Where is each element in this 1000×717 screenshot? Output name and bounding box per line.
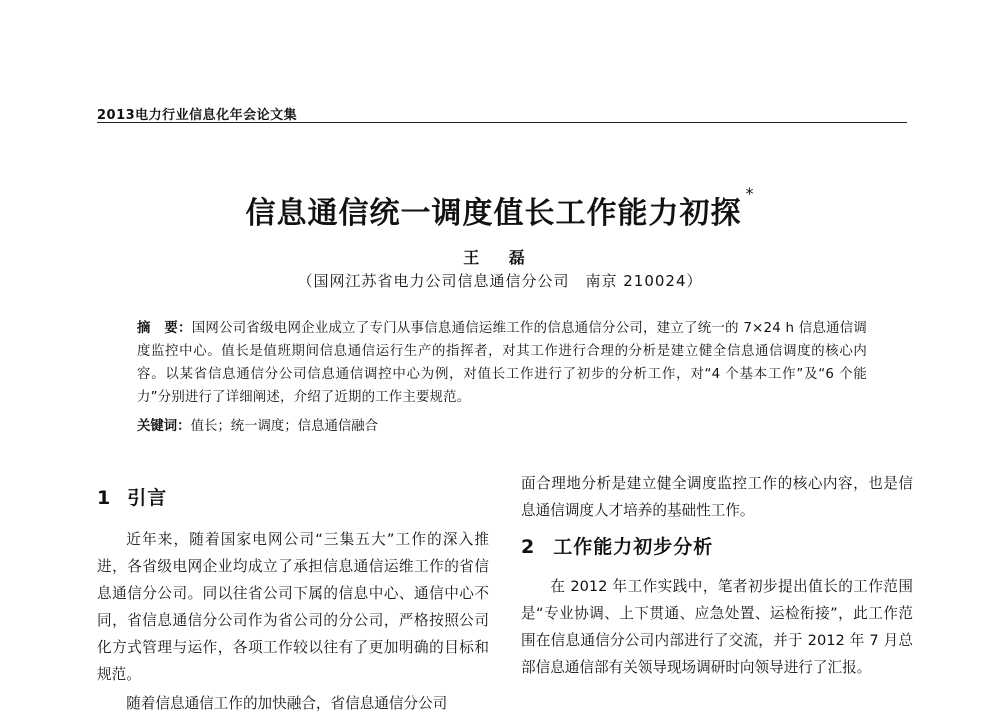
section-title: 工作能力初步分析 (553, 536, 714, 558)
section-heading-introduction (97, 485, 489, 512)
abstract-label: 摘 要： (137, 321, 192, 336)
abstract (137, 317, 867, 409)
right-column (521, 470, 913, 681)
keywords (137, 415, 867, 438)
body-paragraph-continued: 面合理地分析是建立健全调度监控工作的核心内容，也是信息通信调度人才培养的基础性工作。 (521, 475, 913, 519)
author-affiliation: （国网江苏省电力公司信息通信分公司 南京 210024） (297, 272, 703, 290)
section-heading-analysis (521, 534, 913, 561)
keywords-label: 关键词： (137, 419, 191, 434)
body-paragraph: 随着信息通信工作的加快融合，省信息通信分公司 (126, 695, 448, 712)
running-header: 2013电力行业信息化年会论文集 (97, 108, 298, 123)
section-number: 1 (97, 487, 112, 509)
title-footnote-mark: * (745, 184, 755, 203)
section-number: 2 (521, 536, 536, 558)
header-rule (97, 122, 907, 123)
author-name: 王 磊 (463, 248, 537, 267)
keywords-text: 值长；统一调度；信息通信融合 (190, 419, 379, 434)
body-paragraph: 在 2012 年工作实践中，笔者初步提出值长的工作范围是“专业协调、上下贯通、应急处置、运检衔接”，此工作范围在信息通信分公司内部进行了交流，并于 2012 年 7 月总部信息通信部有关领导现场调研时向领导进行了汇报。 (521, 578, 913, 676)
body-paragraph: 近年来，随着国家电网公司“三集五大”工作的深入推进，各省级电网企业均成立了承担信息通信运维工作的省信息通信分公司。同以往省公司下属的信息中心、通信中心不同，省信息通信分公司作为省公司的分公司，严格按照公司化方式管理与运作，各项工作较以往有了更加明确的目标和规范。 (97, 531, 489, 683)
left-column (97, 465, 489, 717)
abstract-text: 国网公司省级电网企业成立了专门从事信息通信运维工作的信息通信分公司，建立了统一的 7×24 h 信息通信调度监控中心。值长是值班期间信息通信运行生产的指挥者，对其工作进行合理的分析是建立健全信息通信调度的核心内容。以某省信息通信分公司信息通信调控中心为例，对值长工作进行了初步的分析工作，对“4 个基本工作”及“6 个能力”分别进行了详细阐述，介绍了近期的工作主要规范。 (137, 321, 867, 405)
paper-title-text: 信息通信统一调度值长工作能力初探 (245, 196, 742, 231)
section-title: 引言 (127, 487, 168, 509)
paper-title (0, 184, 1000, 232)
